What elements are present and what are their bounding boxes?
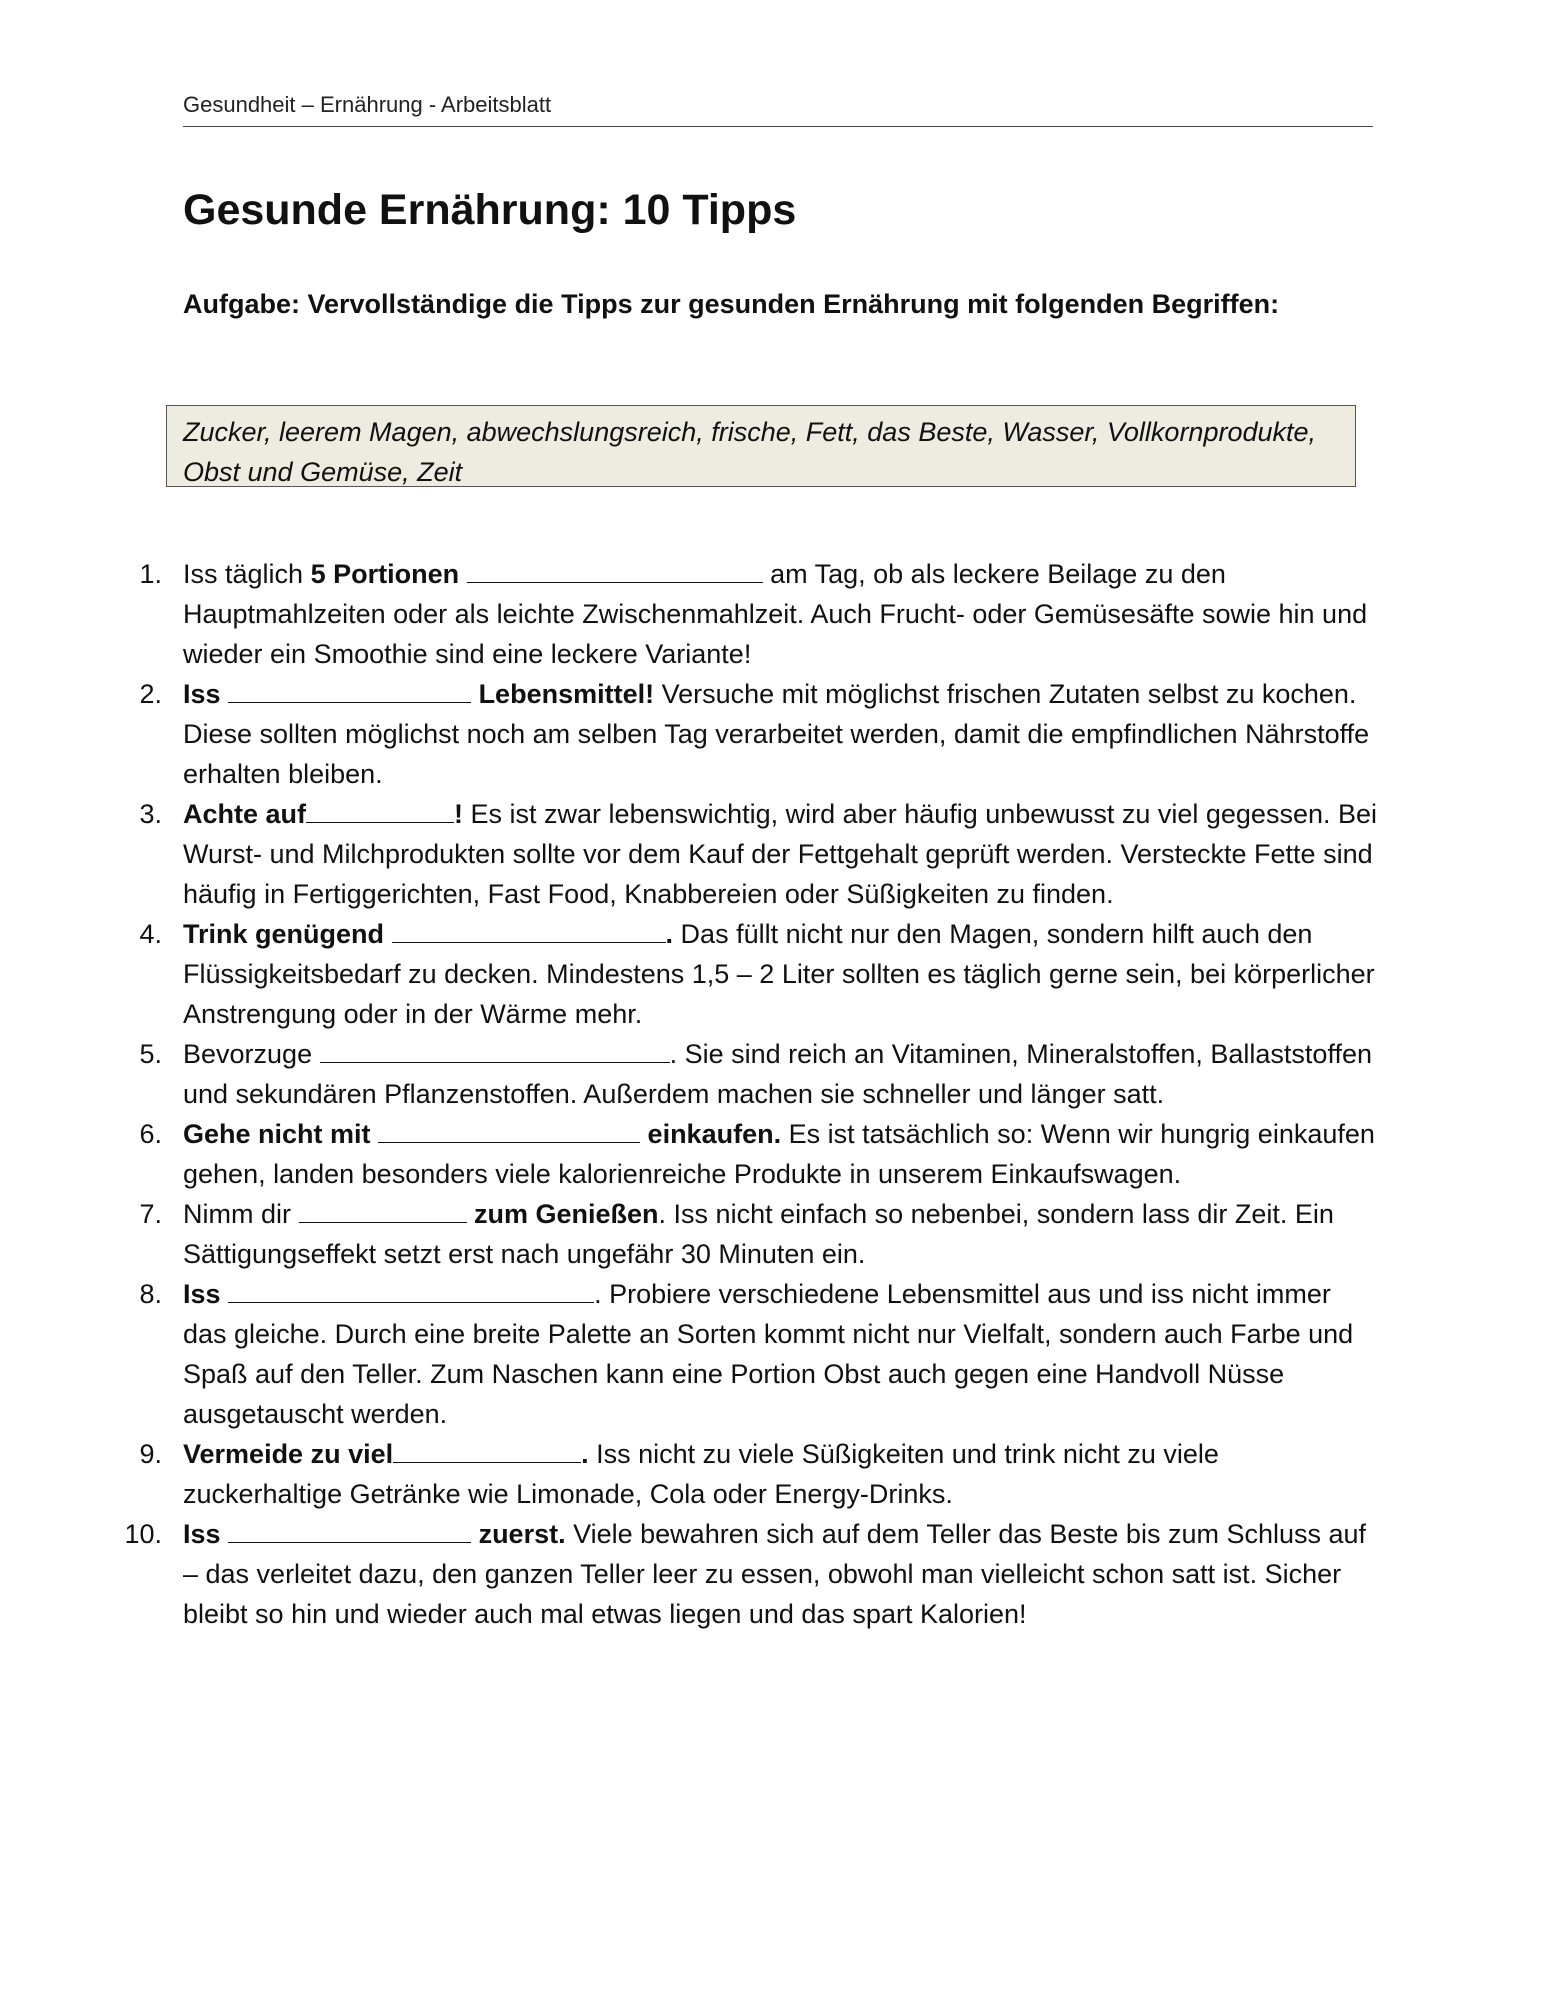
tip-item-7 (120, 1194, 1380, 1274)
tip-text: . Sie sind reich an Vitaminen, Mineralstoffen, Ballaststoffen und sekundären Pflanzenstoffen. Außerdem machen sie schneller und länger satt. (183, 1039, 1372, 1109)
tip-item-5 (120, 1034, 1380, 1114)
tip-text: Es ist tatsächlich so: Wenn wir hungrig einkaufen gehen, landen besonders viele kalorienreiche Produkte in unserem Einkaufswagen. (183, 1119, 1375, 1189)
tip-bold-tail: ! (454, 799, 464, 829)
tip-bold-lead: 5 Portionen (310, 559, 460, 589)
tip-text (384, 919, 392, 949)
tips-list (120, 554, 1380, 1634)
task-instruction: Aufgabe: Vervollständige die Tipps zur gesunden Ernährung mit folgenden Begriffen: (183, 289, 1280, 319)
tip-text: am Tag, ob als leckere Beilage zu den Hauptmahlzeiten oder als leichte Zwischenmahlzeit. Auch Frucht- oder Gemüsesäfte sowie hin und wieder ein Smoothie sind eine leckere Variante! (183, 559, 1368, 669)
tip-number: 4. (139, 919, 162, 949)
tip-item-1 (120, 554, 1380, 674)
tip-text: Iss nicht zu viele Süßigkeiten und trink nicht zu viele zuckerhaltige Getränke wie Limonade, Cola oder Energy-Drinks. (183, 1439, 1219, 1509)
tip-number: 3. (139, 799, 162, 829)
tip-text (221, 679, 229, 709)
tip-text: . Probiere verschiedene Lebensmittel aus und iss nicht immer das gleiche. Durch eine breite Palette an Sorten kommt nicht nur Vielfalt, sondern auch Farbe und Spaß auf den Teller. Zum Naschen kann eine Portion Obst auch gegen eine Handvoll Nüsse ausgetauscht werden. (183, 1279, 1354, 1429)
answer-blank[interactable] (378, 1116, 640, 1143)
tip-item-10 (120, 1514, 1380, 1634)
tip-bold-lead: Trink genügend (183, 919, 385, 949)
tip-bold-lead: Achte auf (183, 799, 307, 829)
tip-bold-lead: Gehe nicht mit (183, 1119, 371, 1149)
answer-blank[interactable] (299, 1196, 467, 1223)
tip-bold-tail: Lebensmittel! (471, 679, 655, 709)
running-header: Gesundheit – Ernährung - Arbeitsblatt (183, 92, 1373, 127)
tip-text: Es ist zwar lebenswichtig, wird aber häufig unbewusst zu viel gegessen. Bei Wurst- und Milchprodukten sollte vor dem Kauf der Fettgehalt geprüft werden. Versteckte Fette sind häufig in Fertiggerichten, Fast Food, Knabbereien oder Süßigkeiten zu finden. (183, 799, 1377, 909)
tip-text (221, 1519, 229, 1549)
answer-blank[interactable] (228, 1516, 471, 1543)
tip-bold-lead: Iss (183, 679, 221, 709)
tip-text: Nimm dir (183, 1199, 299, 1229)
tip-item-6 (120, 1114, 1380, 1194)
answer-blank[interactable] (392, 916, 666, 943)
tip-number: 10. (124, 1519, 162, 1549)
tip-number: 2. (139, 679, 162, 709)
tip-bold-tail: . (581, 1439, 589, 1469)
tip-text: Versuche mit möglichst frischen Zutaten selbst zu kochen. Diese sollten möglichst noch am selben Tag verarbeitet werden, damit die empfindlichen Nährstoffe erhalten bleiben. (183, 679, 1370, 789)
tip-item-3 (120, 794, 1380, 914)
tip-text (221, 1279, 229, 1309)
tip-number: 7. (139, 1199, 162, 1229)
tip-bold-lead: Iss (183, 1519, 221, 1549)
tip-number: 1. (139, 559, 162, 589)
page-title: Gesunde Ernährung: 10 Tipps (183, 186, 797, 234)
tip-item-4 (120, 914, 1380, 1034)
word-box: Zucker, leerem Magen, abwechslungsreich, frische, Fett, das Beste, Wasser, Vollkornprodukte, Obst und Gemüse, Zeit (166, 405, 1356, 487)
tip-number: 6. (139, 1119, 162, 1149)
tip-bold-lead: Vermeide zu viel (183, 1439, 394, 1469)
tip-bold-tail: zuerst. (471, 1519, 566, 1549)
tip-number: 9. (139, 1439, 162, 1469)
tip-text: Bevorzuge (183, 1039, 320, 1069)
tip-number: 5. (139, 1039, 162, 1069)
answer-blank[interactable] (228, 1276, 594, 1303)
tip-text: Iss täglich (183, 559, 311, 589)
tip-text: . Iss nicht einfach so nebenbei, sondern lass dir Zeit. Ein Sättigungseffekt setzt erst nach ungefähr 30 Minuten ein. (183, 1199, 1334, 1269)
tip-bold-tail: zum Genießen (466, 1199, 659, 1229)
tip-text: Das füllt nicht nur den Magen, sondern hilft auch den Flüssigkeitsbedarf zu decken. Mindestens 1,5 – 2 Liter sollten es täglich gerne sein, bei körperlicher Anstrengung oder in der Wärme mehr. (183, 919, 1375, 1029)
answer-blank[interactable] (228, 676, 471, 703)
tip-text (371, 1119, 379, 1149)
tip-bold-tail: einkaufen. (640, 1119, 782, 1149)
answer-blank[interactable] (306, 796, 454, 823)
tip-number: 8. (139, 1279, 162, 1309)
tip-bold-lead: Iss (183, 1279, 221, 1309)
answer-blank[interactable] (467, 556, 763, 583)
tip-item-9 (120, 1434, 1380, 1514)
tip-bold-tail: . (665, 919, 674, 949)
answer-blank[interactable] (393, 1436, 581, 1463)
answer-blank[interactable] (320, 1036, 670, 1063)
tip-text (459, 559, 467, 589)
tip-text: Viele bewahren sich auf dem Teller das Beste bis zum Schluss auf – das verleitet dazu, den ganzen Teller leer zu essen, obwohl man vielleicht schon satt ist. Sicher bleibt so hin und wieder auch mal etwas liegen und das spart Kalorien! (183, 1519, 1367, 1629)
tip-item-8 (120, 1274, 1380, 1434)
tip-item-2 (120, 674, 1380, 794)
